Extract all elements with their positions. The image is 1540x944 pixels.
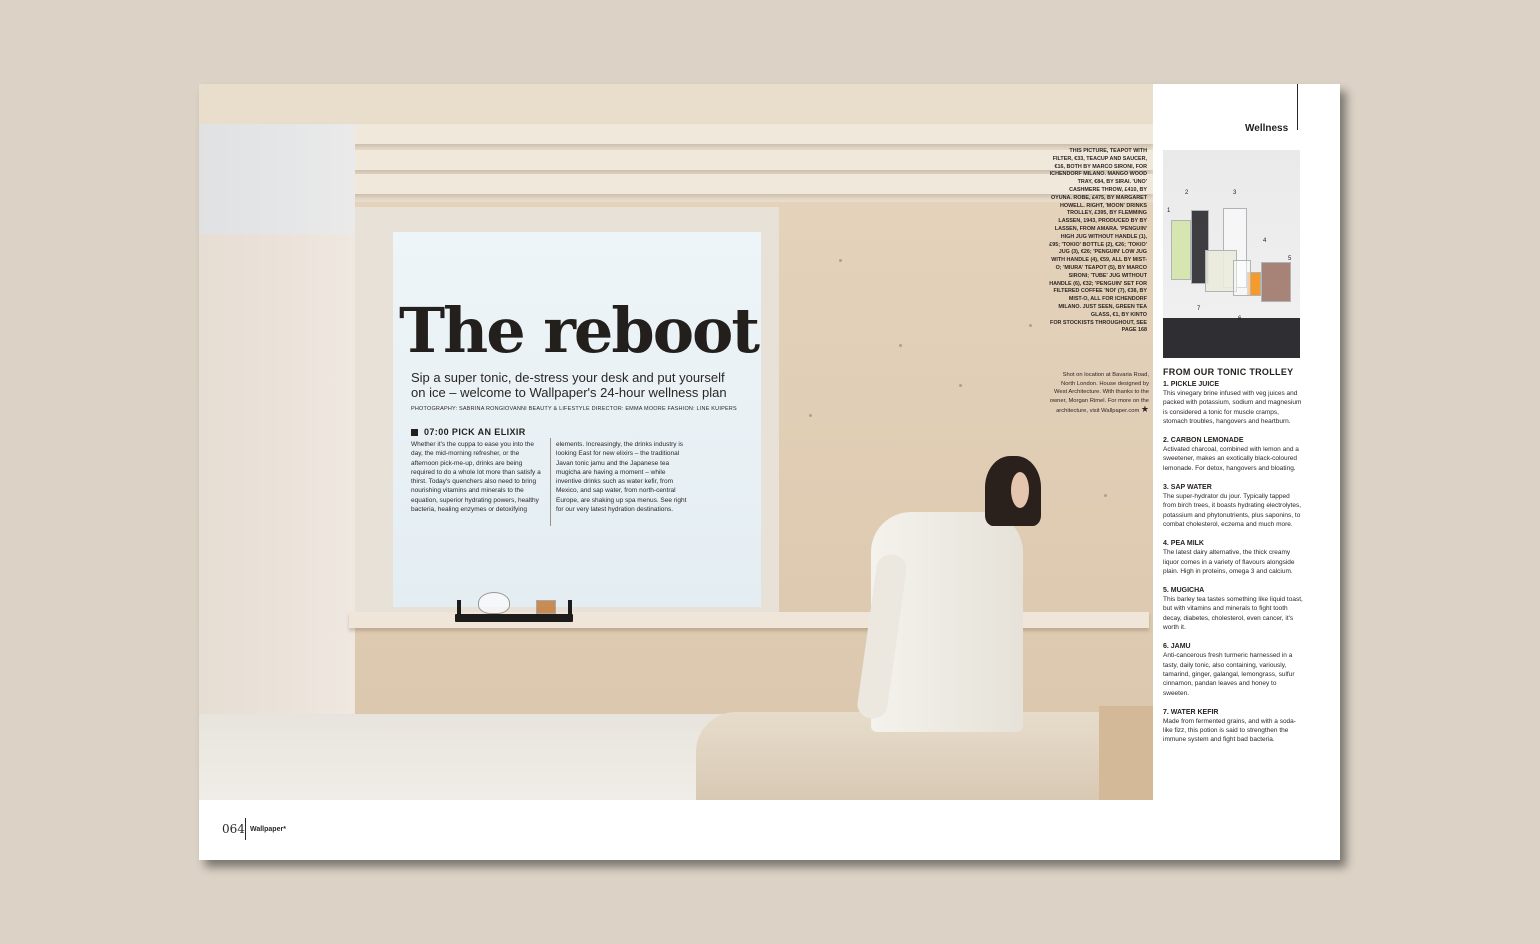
list-item — [1163, 708, 1303, 745]
list-item — [1163, 642, 1303, 697]
body-column-2: elements. Increasingly, the drinks industry is looking East for new elixirs – the traditional Javan tonic jamu and the Japanese tea mugicha are having a moment – while inventive drinks such as water kefir, from Mexico, and sap water, from north-central Europe, are shaking up spa menus. See right for our very latest hydration destinations. — [556, 441, 687, 514]
item-title: 5. MUGICHA — [1163, 587, 1205, 595]
list-item — [1163, 436, 1303, 473]
item-text: This vinegary brine infused with veg juices and packed with potassium, sodium and magnesium is considered a tonic for muscle cramps, stomach troubles, hangovers and heartburn. — [1163, 390, 1302, 425]
item-text: The latest dairy alternative, the thick creamy liquor comes in a variety of flavours alongside plain. High in proteins, omega 3 and calcium. — [1163, 549, 1295, 575]
image-label: 7 — [1197, 306, 1201, 312]
item-title: 6. JAMU — [1163, 643, 1191, 651]
product-caption-text: THIS PICTURE, TEAPOT WITH FILTER, €33, TEACUP AND SAUCER, €16, BOTH BY MARCO SIRONI, FOR ICHENDORF MILANO. MANGO WOOD TRAY, €84, BY SIRAI. 'UNO' CASHMERE THROW, £410, BY OYUNA. ROBE, £475, BY MARGARET HOWELL. RIGHT, 'MOON' DRINKS TROLLEY, £395, BY FLEMMING LASSEN, 1943, PRODUCED BY BY LASSEN, FROM AMARA. 'PENGUIN' HIGH JUG WITHOUT HANDLE (1), £95; 'TOKIO' BOTTLE (2), €26; 'TOKIO' JUG (3), €26; 'PENGUIN' LOW JUG WITH HANDLE (4), €59, ALL BY MIST-O; 'MIURA' TEAPOT (5), BY MARCO SIRONI; 'TUBE' JUG WITHOUT HANDLE (6), €32; 'PENGUIN' SET FOR FILTERED COFFEE 'NOI' (7), €38, BY MIST-O, ALL FOR ICHENDORF MILANO. JUST SEEN, GREEN TEA GLASS, €1, BY KINTO — [1049, 148, 1147, 318]
item-text: Anti-cancerous fresh turmeric harnessed in a tasty, daily tonic, also containing, variously, tamarind, ginger, galangal, lemongrass, sulfur cinnamon, pandan leaves and honey to sweeten. — [1163, 652, 1295, 697]
star-icon: ★ — [1140, 404, 1149, 414]
item-title: 4. PEA MILK — [1163, 540, 1204, 548]
image-label: 1 — [1167, 208, 1171, 214]
mugicha-teapot — [1261, 262, 1291, 302]
section-heading-text: 07:00 PICK AN ELIXIR — [424, 427, 526, 437]
tray-handle — [457, 600, 461, 616]
image-label: 6 — [1238, 316, 1242, 322]
ceiling-beam — [259, 124, 1153, 144]
ceiling-beam — [311, 174, 1153, 194]
wood-knot — [959, 384, 962, 387]
teapot — [478, 592, 510, 614]
image-label: 5 — [1288, 256, 1292, 262]
item-title: 1. PICKLE JUICE — [1163, 381, 1220, 388]
image-label: 2 — [1185, 190, 1189, 196]
body-column-1: Whether it's the cuppa to ease you into the day, the mid-morning refresher, or the afternoon pick-me-up, drinks are being required to do a whole lot more than satisfy a thirst. Today's quenchers also need to bring nourishing vitamins and minerals to the equation, superior hydrating powers, healthy bacteria, healing enzymes or detoxifying — [411, 441, 541, 514]
item-text: Activated charcoal, combined with lemon and a sweetener, makes an exotically black-coloured lemonade. For detox, hangovers and bloating. — [1163, 446, 1299, 472]
list-item — [1163, 380, 1303, 426]
list-item — [1163, 539, 1303, 576]
hero-photo — [199, 84, 1153, 800]
column-divider — [550, 438, 551, 526]
article-title: The reboot — [399, 294, 759, 367]
left-wall — [199, 124, 355, 800]
trolley-photo — [1163, 150, 1300, 358]
wood-knot — [839, 259, 842, 262]
photo-credits: PHOTOGRAPHY: SABRINA RONGIOVANNI BEAUTY & LIFESTYLE DIRECTOR: EMMA MOORE FASHION: LINE KUIPERS — [411, 406, 737, 412]
item-title: 3. SAP WATER — [1163, 484, 1212, 492]
footer-divider — [245, 818, 246, 840]
list-item — [1163, 483, 1303, 529]
item-title: 7. WATER KEFIR — [1163, 708, 1219, 716]
page-number: 064 — [222, 822, 245, 836]
wood-knot — [1029, 324, 1032, 327]
header-rule — [1297, 84, 1298, 130]
tray — [455, 614, 573, 622]
section-heading — [411, 427, 526, 437]
face — [1011, 472, 1029, 508]
pickle-juice-jug — [1171, 220, 1191, 280]
tray-handle — [568, 600, 572, 616]
trolley-shelf — [1163, 318, 1300, 358]
item-text: This barley tea tastes something like liquid toast, but with vitamins and minerals to fight tooth decay, diabetes, cholesterol, even cancer, it's worth it. — [1163, 596, 1303, 632]
image-label: 4 — [1263, 238, 1267, 244]
wood-knot — [1104, 494, 1107, 497]
brand-logo: Wallpaper* — [250, 826, 286, 833]
sidebar-heading: FROM OUR TONIC TROLLEY — [1163, 367, 1294, 377]
magazine-spread — [199, 84, 1340, 860]
location-caption-text: Shot on location at Bavaria Road, North London. House designed by West Architecture. With thanks to the owner, Morgan Rimel. For more on the architecture, visit Wallpaper.com — [1049, 372, 1149, 414]
item-text: Made from fermented grains, and with a soda-like fizz, this potion is said to strengthen the immune system and fight bad bacteria. — [1163, 717, 1296, 744]
item-text: The super-hydrator du jour. Typically tapped from birch trees, it boasts hydrating electrolytes, potassium and phytonutrients, plus saponins, to combat cholesterol, eczema and much more. — [1163, 493, 1302, 528]
location-caption — [1049, 371, 1149, 416]
image-label: 3 — [1233, 190, 1237, 196]
wood-knot — [899, 344, 902, 347]
stockists-note: FOR STOCKISTS THROUGHOUT, SEE PAGE 168 — [1050, 319, 1147, 334]
standfirst: Sip a super tonic, de-stress your desk and put yourself on ice – welcome to Wallpaper's 24-hour wellness plan — [411, 370, 727, 400]
water-kefir-jug — [1233, 260, 1251, 296]
list-item — [1163, 586, 1303, 632]
wood-knot — [809, 414, 812, 417]
item-title: 2. CARBON LEMONADE — [1163, 437, 1244, 445]
square-bullet-icon — [411, 429, 418, 436]
window-glass — [393, 232, 761, 607]
throw-blanket — [1099, 706, 1153, 800]
teacup — [536, 600, 556, 614]
ceiling-beam — [287, 150, 1153, 170]
product-caption — [1049, 148, 1147, 335]
sidebar-items — [1163, 380, 1303, 755]
section-category: Wellness — [1245, 123, 1289, 134]
